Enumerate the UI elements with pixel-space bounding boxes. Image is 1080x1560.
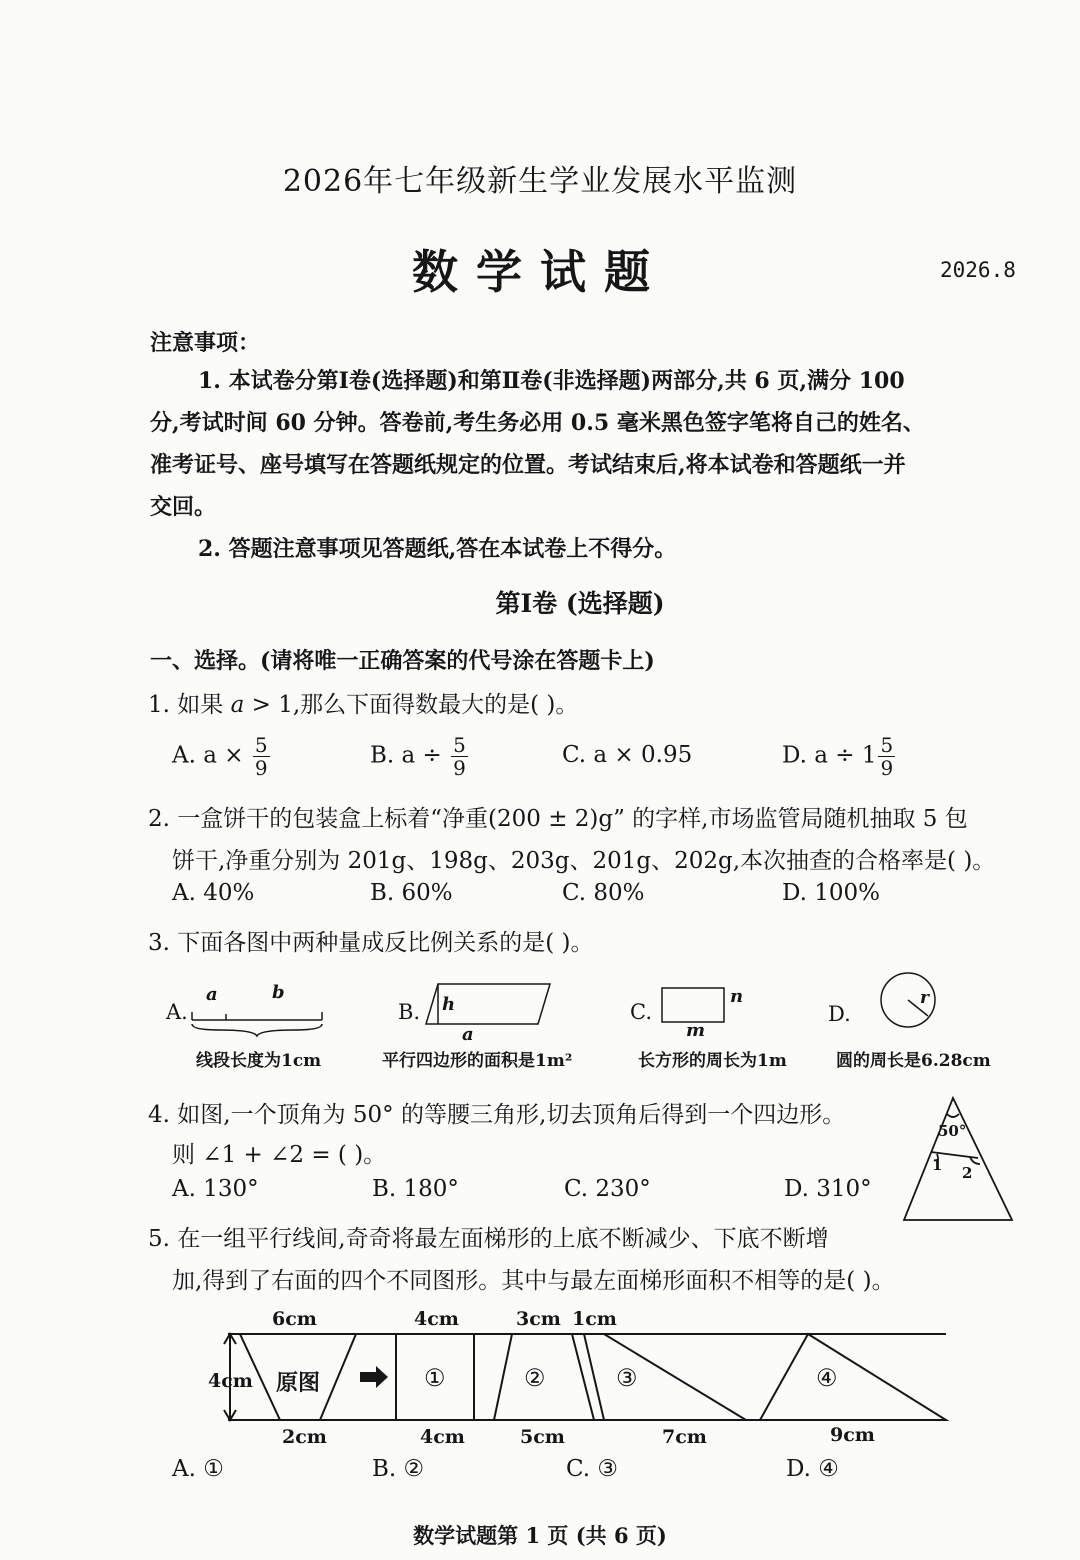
q4-line-2: 则 ∠1 + ∠2 = ( )。 [172,1142,387,1168]
exam-date: 2026.8 [940,258,1016,282]
q3-d-caption: 圆的周长是6.28cm [836,1051,991,1071]
q1-option-c: C. a × 0.95 [562,742,693,768]
q1-option-a: A. a × $\frac{5}{9}$ [172,733,268,780]
q3-a-label: A. [166,1000,188,1024]
notice-line-3: 准考证号、座号填写在答题纸规定的位置。考试结束后,将本试卷和答题纸一并 [150,452,906,478]
section1-title: 一、选择。(请将唯一正确答案的代号涂在答题卡上) [150,648,655,674]
q4-fig-angle-1: 1 [932,1156,943,1174]
q3-c-caption: 长方形的周长为1m [638,1051,787,1071]
q5-label-4: ④ [816,1364,838,1392]
q4-option-b: B. 180° [372,1176,459,1202]
q3-a-var-b: b [272,982,285,1003]
q5-option-a: A. ① [172,1456,224,1482]
q3c-rectangle [662,988,724,1022]
q3-a-var-a: a [206,984,218,1005]
q5-bottom-5cm: 5cm [520,1426,565,1448]
q5-line-1: 5. 在一组平行线间,奇奇将最左面梯形的上底不断减少、下底不断增 [148,1226,829,1252]
q3-d-var-r: r [920,988,929,1008]
q1-stem: 1. 如果 a > 1,那么下面得数最大的是( )。 [148,692,579,718]
q4-option-c: C. 230° [564,1176,651,1202]
q5-option-b: B. ② [372,1456,425,1482]
q5-figure [210,1330,950,1430]
q3-b-caption: 平行四边形的面积是1m² [382,1051,573,1071]
notice-line-1: 1. 本试卷分第Ⅰ卷(选择题)和第Ⅱ卷(非选择题)两部分,共 6 页,满分 100 [198,368,905,394]
q5-shape-3 [584,1334,746,1420]
q5-bottom-7cm: 7cm [662,1426,707,1448]
notice-line-2: 分,考试时间 60 分钟。答卷前,考生务必用 0.5 毫米黑色签字笔将自己的姓名、 [150,410,925,436]
q5-bottom-4cm: 4cm [420,1426,465,1448]
q4-option-a: A. 130° [172,1176,259,1202]
q5-label-1: ① [424,1364,446,1392]
q5-height-4cm: 4cm [208,1370,253,1392]
page-footer: 数学试题第 1 页 (共 6 页) [413,1523,667,1548]
q5-label-2: ② [524,1364,546,1392]
q2-line-2: 饼干,净重分别为 201g、198g、203g、201g、202g,本次抽查的合格率是( )。 [172,848,996,874]
q3-b-var-h: h [442,994,456,1015]
q5-line-2: 加,得到了右面的四个不同图形。其中与最左面梯形面积不相等的是( )。 [172,1268,895,1294]
q5-label-3: ③ [616,1364,638,1392]
q3-c-label: C. [630,1000,652,1024]
q4-line-1: 4. 如图,一个顶角为 50° 的等腰三角形,切去顶角后得到一个四边形。 [148,1102,846,1128]
q3-a-caption: 线段长度为1cm [196,1051,322,1071]
q2-option-c: C. 80% [562,880,645,906]
q5-shape-4 [760,1334,946,1420]
q2-option-d: D. 100% [782,880,880,906]
q3-stem: 3. 下面各图中两种量成反比例关系的是( )。 [148,930,594,956]
notice-line-5: 2. 答题注意事项见答题纸,答在本试卷上不得分。 [198,536,677,562]
q3-c-var-m: m [686,1020,706,1041]
q5-top-4cm: 4cm [414,1308,459,1330]
q5-bottom-9cm: 9cm [830,1424,875,1446]
q3-b-var-a: a [462,1024,474,1045]
exam-title: 2026年七年级新生学业发展水平监测 [282,164,798,199]
q5-top-6cm: 6cm [272,1308,317,1330]
q4-fig-angle-2: 2 [962,1164,973,1182]
part1-title: 第Ⅰ卷 (选择题) [495,589,665,618]
q5-top-1cm: 1cm [572,1308,617,1330]
arrow-right-icon [360,1366,388,1388]
q5-top-3cm: 3cm [516,1308,561,1330]
notice-heading: 注意事项： [150,330,261,356]
q3a-brace [192,1024,322,1036]
subject-title: 数学试题 [412,245,668,299]
q4-triangle [904,1098,1012,1220]
q3-b-label: B. [398,1000,421,1024]
q3-d-label: D. [828,1002,851,1026]
q5-option-c: C. ③ [566,1456,619,1482]
q1-option-d: D. a ÷ 1 $\frac{5}{9}$ [782,733,894,780]
q1-option-b: B. a ÷ $\frac{5}{9}$ [370,733,466,780]
q4-fig-angle-label: 50° [938,1122,967,1140]
q2-option-a: A. 40% [172,880,255,906]
q2-line-1: 2. 一盒饼干的包装盒上标着“净重(200 ± 2)g” 的字样,市场监管局随机抽取 5 包 [148,806,968,832]
notice-line-4: 交回。 [150,494,217,520]
q4-option-d: D. 310° [784,1176,872,1202]
q5-bottom-2cm: 2cm [282,1426,327,1448]
q4-triangle-figure [898,1094,1018,1224]
q5-original-label: 原图 [276,1370,321,1396]
q5-option-d: D. ④ [786,1456,839,1482]
q2-option-b: B. 60% [370,880,453,906]
q3-c-var-n: n [730,986,744,1007]
